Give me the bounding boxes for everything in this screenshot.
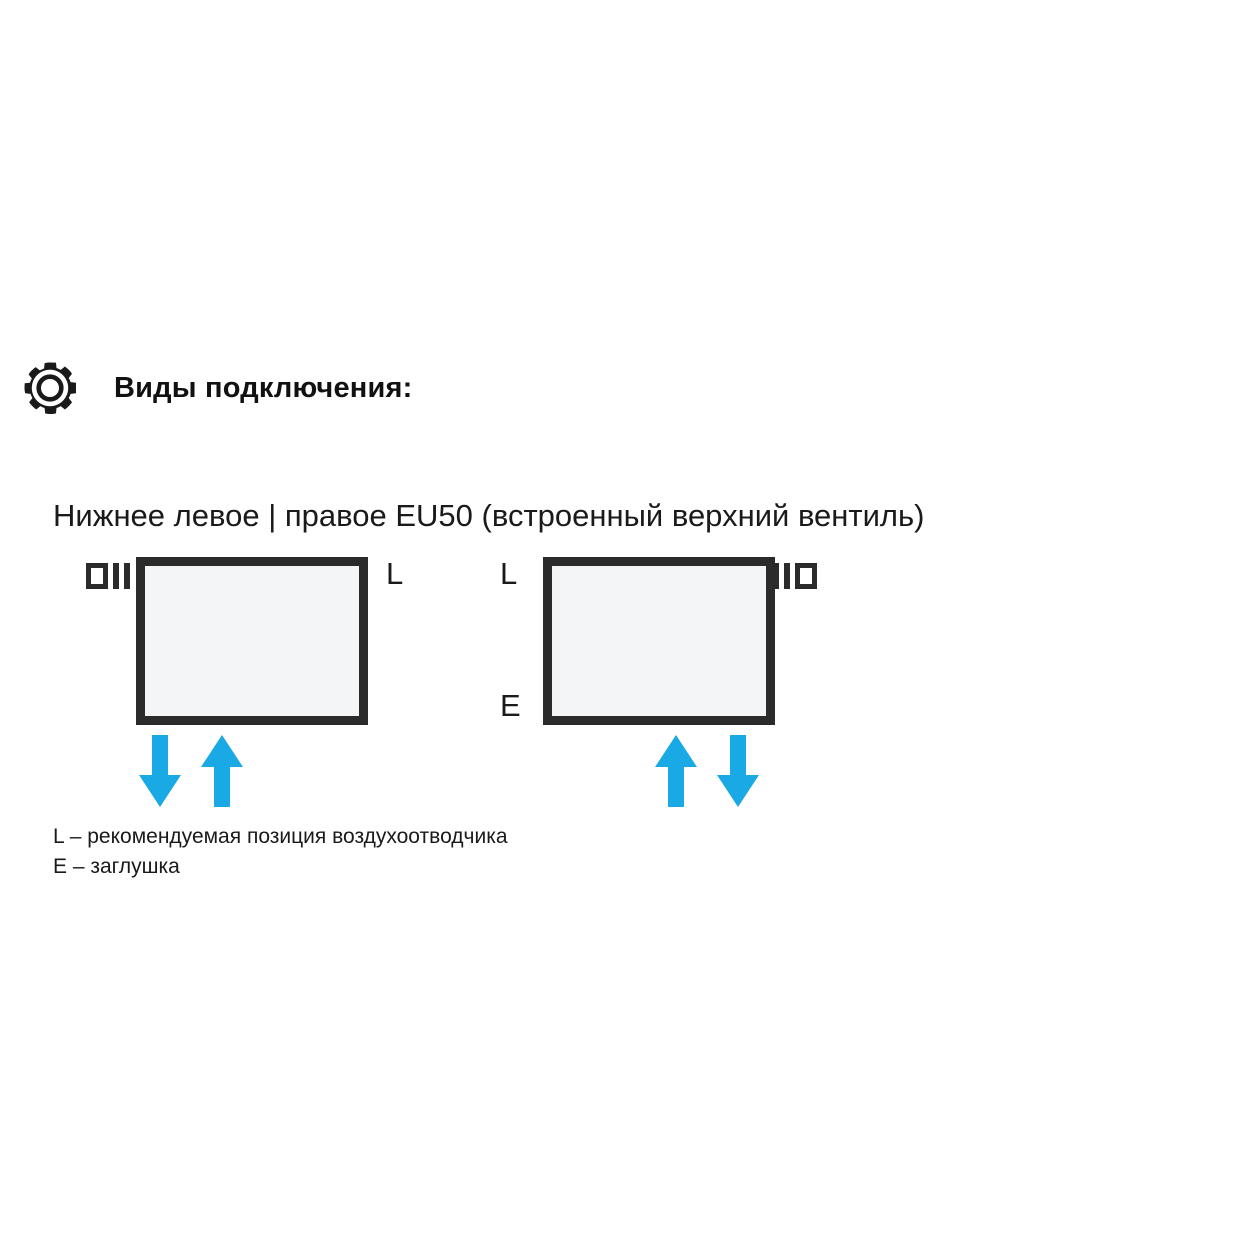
flow-arrow-up-left	[201, 735, 243, 807]
flow-arrow-down-right	[717, 735, 759, 807]
radiator-panel-left	[136, 557, 368, 725]
section-header	[24, 362, 413, 414]
connection-diagram	[53, 545, 953, 825]
marker-l-right: L	[500, 556, 518, 591]
legend-line-e: E – заглушка	[53, 854, 180, 878]
page-title: Виды подключения:	[114, 371, 413, 404]
flow-arrow-up-right	[655, 735, 697, 807]
valve-bar-icon	[124, 563, 130, 589]
marker-e-right: E	[500, 688, 521, 723]
radiator-panel-right	[543, 557, 775, 725]
gear-icon	[24, 362, 76, 414]
connection-type-caption: Нижнее левое | правое EU50 (встроенный верхний вентиль)	[53, 498, 925, 533]
valve-assembly-right	[773, 561, 817, 591]
valve-cap-icon	[86, 563, 108, 589]
valve-cap-icon	[795, 563, 817, 589]
flow-arrow-down-left	[139, 735, 181, 807]
legend-line-l: L – рекомендуемая позиция воздухоотводчика	[53, 825, 508, 848]
legend	[53, 822, 508, 882]
marker-l-left: L	[386, 556, 404, 591]
valve-assembly-left	[86, 561, 130, 591]
